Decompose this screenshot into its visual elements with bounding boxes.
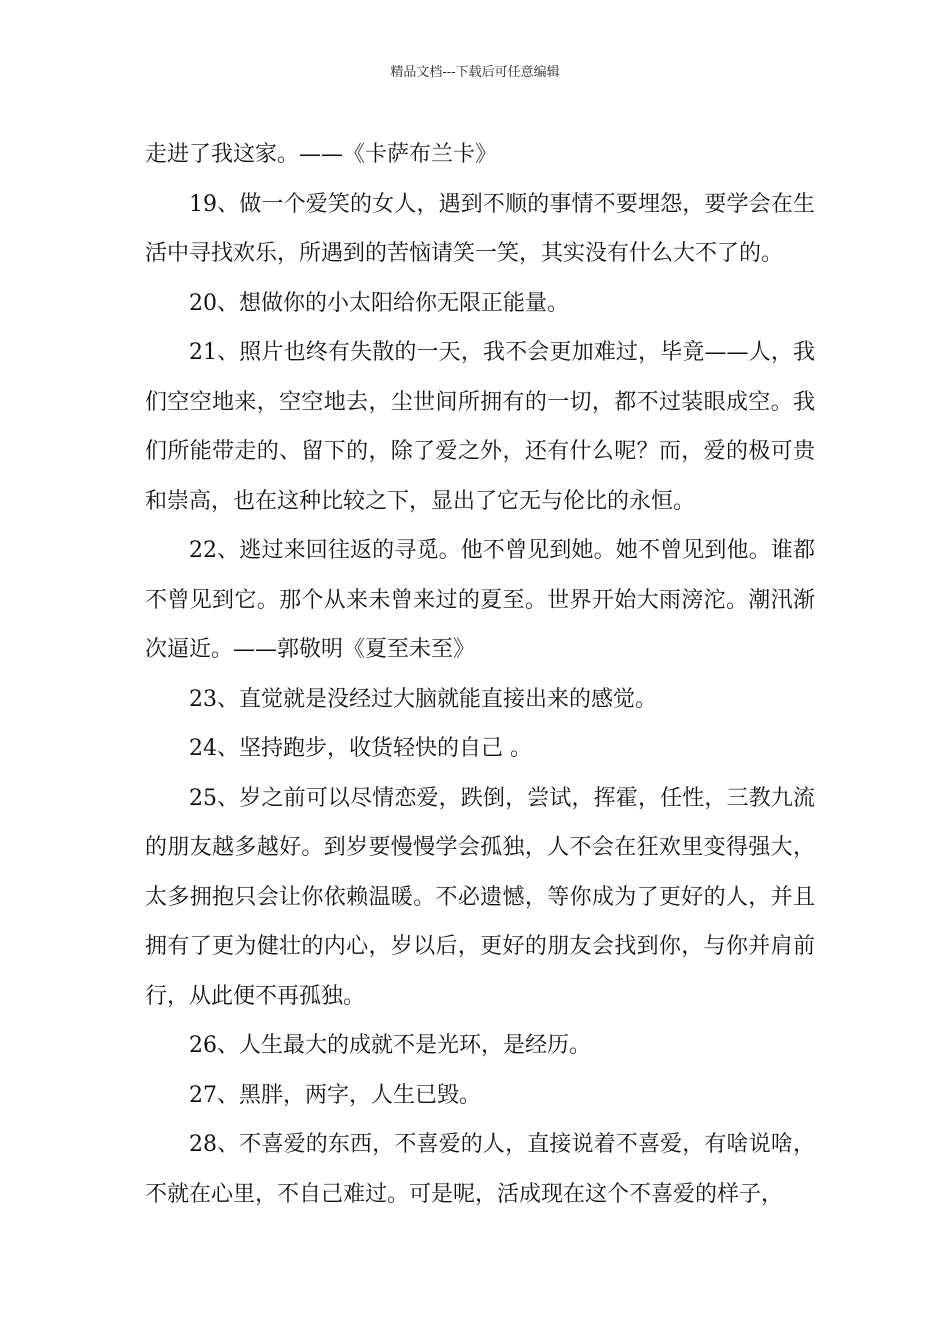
page-header: 精品文档---下载后可任意编辑 xyxy=(390,65,560,80)
paragraph: 22、逃过来回往返的寻觅。他不曾见到她。她不曾见到他。谁都不曾见到它。那个从来未曾来过的夏至。世界开始大雨滂沱。潮汛渐次逼近。——郭敬明《夏至未至》 xyxy=(145,538,815,662)
paragraph: 23、直觉就是没经过大脑就能直接出来的感觉。 xyxy=(189,686,657,712)
paragraph: 21、照片也终有失散的一天，我不会更加难过，毕竟——人，我们空空地来，空空地去，尘世间所拥有的一切，都不过装眼成空。我们所能带走的、留下的，除了爱之外，还有什么呢？而，爱的极可贵和崇高，也在这种比较之下，显出了它无与伦比的永恒。 xyxy=(145,340,815,514)
paragraph: 28、不喜爱的东西，不喜爱的人，直接说着不喜爱，有啥说啥，不就在心里，不自己难过。可是呢，活成现在这个不喜爱的样子， xyxy=(145,1132,815,1207)
paragraph: 19、做一个爱笑的女人，遇到不顺的事情不要埋怨，要学会在生活中寻找欢乐，所遇到的苦恼请笑一笑，其实没有什么大不了的。 xyxy=(145,191,815,266)
paragraph: 27、黑胖，两字，人生已毁。 xyxy=(189,1082,481,1108)
document-body xyxy=(145,130,815,1219)
paragraph: 25、岁之前可以尽情恋爱，跌倒，尝试，挥霍，任性，三教九流的朋友越多越好。到岁要慢慢学会孤独，人不会在狂欢里变得强大，太多拥抱只会让你依赖温暖。不必遗憾，等你成为了更好的人，并且拥有了更为健壮的内心，岁以后，更好的朋友会找到你，与你并肩前行，从此便不再孤独。 xyxy=(145,785,815,1009)
paragraph: 走进了我这家。——《卡萨布兰卡》 xyxy=(145,142,498,167)
paragraph: 26、人生最大的成就不是光环，是经历。 xyxy=(189,1033,591,1058)
paragraph: 24、坚持跑步，收货轻快的自己 。 xyxy=(189,736,532,761)
paragraph: 20、想做你的小太阳给你无限正能量。 xyxy=(189,290,569,316)
